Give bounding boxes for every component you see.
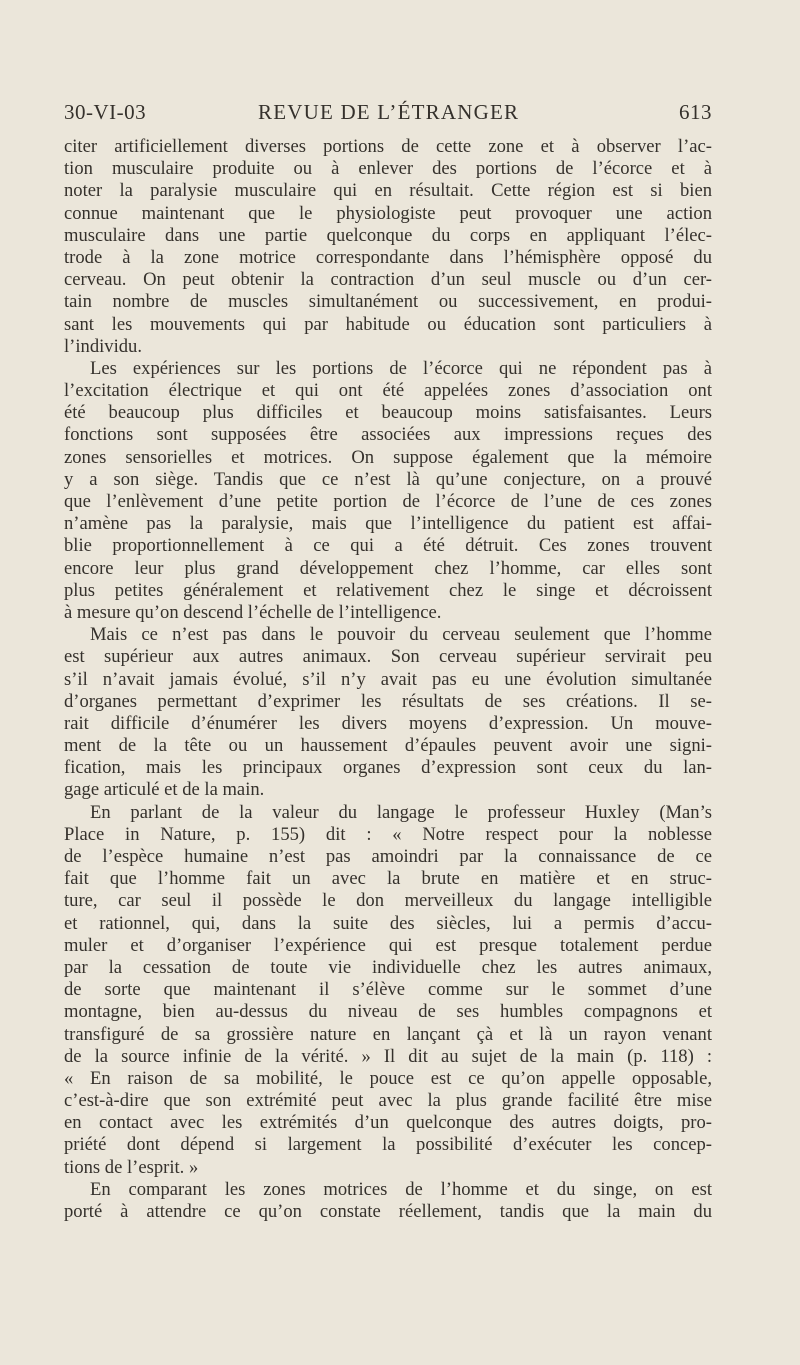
text-line: par la cessation de toute vie individuelle chez les autres animaux, bbox=[64, 956, 712, 978]
paragraph-first-line: En parlant de la valeur du langage le professeur Huxley (Man’s bbox=[90, 801, 712, 823]
text-line: noter la paralysie musculaire qui en résultait. Cette région est si bien bbox=[64, 180, 712, 202]
text-line: connue maintenant que le physiologiste peut provoquer une action bbox=[64, 202, 712, 224]
header-journal-title: REVUE DE L’ÉTRANGER bbox=[258, 100, 520, 124]
text-line: cerveau. On peut obtenir la contraction d’un seul muscle ou d’un cer- bbox=[64, 269, 712, 291]
text-line: y a son siège. Tandis que ce n’est là qu’une conjecture, on a prouvé bbox=[64, 468, 712, 490]
text-line: l’individu. bbox=[64, 335, 142, 357]
header-date: 30-VI-03 bbox=[64, 100, 147, 124]
text-line: tions de l’esprit. » bbox=[64, 1156, 199, 1178]
text-line: transfiguré de sa grossière nature en lançant çà et là un rayon venant bbox=[64, 1023, 712, 1045]
text-line: plus petites généralement et relativement chez le singe et décroissent bbox=[64, 579, 712, 601]
text-line: de sorte que maintenant il s’élève comme sur le sommet d’une bbox=[64, 979, 712, 1001]
text-line: c’est-à-dire que son extrémité peut avec la plus grande facilité être mise bbox=[64, 1090, 712, 1112]
text-line: été beaucoup plus difficiles et beaucoup moins satisfaisantes. Leurs bbox=[64, 402, 712, 424]
text-line: l’excitation électrique et qui ont été appelées zones d’association ont bbox=[64, 380, 712, 402]
text-line: et rationnel, qui, dans la suite des siècles, lui a permis d’accu- bbox=[64, 912, 712, 934]
text-line: « En raison de sa mobilité, le pouce est ce qu’on appelle opposable, bbox=[64, 1067, 712, 1089]
text-line: de la source infinie de la vérité. » Il dit au sujet de la main (p. 118) : bbox=[64, 1045, 712, 1067]
text-line: gage articulé et de la main. bbox=[64, 779, 265, 801]
text-line: fication, mais les principaux organes d’expression sont ceux du lan- bbox=[64, 757, 712, 779]
text-line: fonctions sont supposées être associées aux impressions reçues des bbox=[64, 424, 712, 446]
text-line: d’organes permettant d’exprimer les résultats de ses créations. Il se- bbox=[64, 690, 712, 712]
text-line: muler et d’organiser l’expérience qui est presque totalement perdue bbox=[64, 934, 712, 956]
text-line: sant les mouvements qui par habitude ou éducation sont particuliers à bbox=[64, 313, 712, 335]
text-line: tain nombre de muscles simultanément ou successivement, en produi- bbox=[64, 291, 712, 313]
text-line: fait que l’homme fait un avec la brute en matière et en struc- bbox=[64, 868, 712, 890]
running-header bbox=[64, 100, 712, 130]
text-line: montagne, bien au-dessus du niveau de ses humbles compagnons et bbox=[64, 1001, 712, 1023]
text-line: priété dont dépend si largement la possibilité d’exécuter les concep- bbox=[64, 1134, 712, 1156]
text-line: de l’espèce humaine n’est pas amoindri par la connaissance de ce bbox=[64, 846, 712, 867]
text-line: n’amène pas la paralysie, mais que l’intelligence du patient est affai- bbox=[64, 513, 712, 535]
body-text bbox=[64, 136, 712, 1223]
paragraph-first-line: Les expériences sur les portions de l’écorce qui ne répondent pas à bbox=[90, 357, 712, 379]
text-line: musculaire dans une partie quelconque du corps en appliquant l’élec- bbox=[64, 224, 712, 246]
text-line: zones sensorielles et motrices. On suppose également que la mémoire bbox=[64, 446, 712, 468]
text-line: tion musculaire produite ou à enlever des portions de l’écorce et à bbox=[64, 158, 712, 180]
text-line: porté à attendre ce qu’on constate réellement, tandis que la main du bbox=[64, 1201, 712, 1222]
text-line: trode à la zone motrice correspondante dans l’hémisphère opposé du bbox=[64, 246, 712, 268]
paragraph-first-line: Mais ce n’est pas dans le pouvoir du cerveau seulement que l’homme bbox=[90, 624, 712, 646]
page-number: 613 bbox=[679, 100, 712, 124]
text-line: citer artificiellement diverses portions de cette zone et à observer l’ac- bbox=[64, 136, 712, 157]
text-line: est supérieur aux autres animaux. Son cerveau supérieur servirait peu bbox=[64, 646, 712, 668]
text-line: Place in Nature, p. 155) dit : « Notre respect pour la noblesse bbox=[64, 823, 712, 845]
text-line: ture, car seul il possède le don merveilleux du langage intelligible bbox=[64, 890, 712, 912]
text-line: s’il n’avait jamais évolué, s’il n’y avait pas eu une évolution simultanée bbox=[64, 668, 712, 690]
text-line: blie proportionnellement à ce qui a été détruit. Ces zones trouvent bbox=[64, 535, 712, 557]
text-line: à mesure qu’on descend l’échelle de l’intelligence. bbox=[64, 601, 442, 623]
text-line: que l’enlèvement d’une petite portion de l’écorce de l’une de ces zones bbox=[64, 491, 712, 512]
text-line: en contact avec les extrémités d’un quelconque des autres doigts, pro- bbox=[64, 1112, 712, 1134]
paragraph-first-line: En comparant les zones motrices de l’homme et du singe, on est bbox=[90, 1178, 712, 1200]
text-line: rait difficile d’énumérer les divers moyens d’expression. Un mouve- bbox=[64, 712, 712, 734]
text-line: ment de la tête ou un haussement d’épaules peuvent avoir une signi- bbox=[64, 735, 712, 757]
text-line: encore leur plus grand développement chez l’homme, car elles sont bbox=[64, 557, 712, 579]
